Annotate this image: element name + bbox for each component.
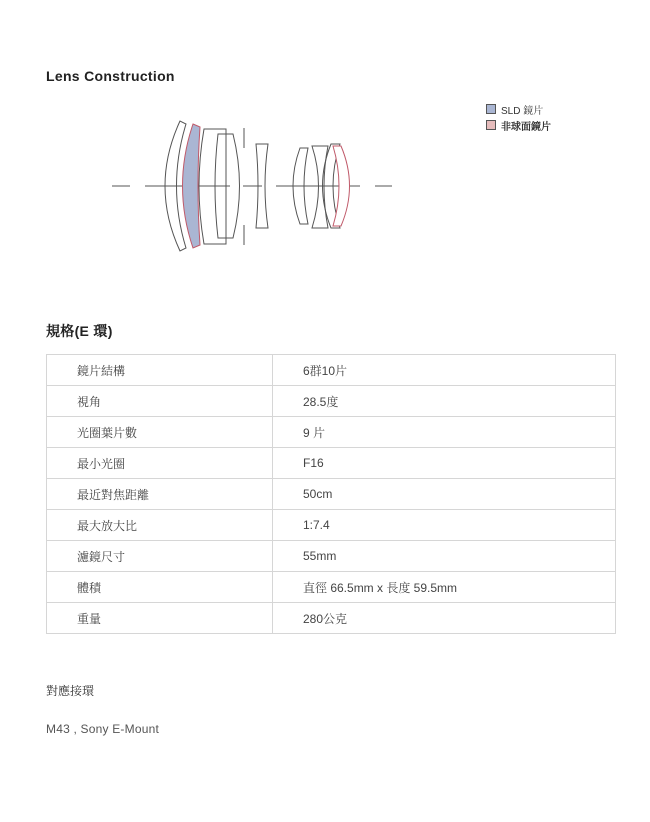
spec-value: 6群10片 [273,355,616,386]
spec-value: 55mm [273,541,616,572]
spec-value: 1:7.4 [273,510,616,541]
spec-key: 鏡片結構 [47,355,273,386]
spec-value: 28.5度 [273,386,616,417]
lens-element-2-sld [183,124,201,248]
spec-key: 光圈葉片數 [47,417,273,448]
lens-legend [486,101,551,133]
table-row [47,541,616,572]
table-row [47,355,616,386]
mount-label: 對應接環 [46,684,95,698]
spec-key: 濾鏡尺寸 [47,541,273,572]
spec-key: 體積 [47,572,273,603]
spec-table [46,354,616,634]
lens-construction-title: Lens Construction [46,68,175,84]
legend-label-sld: SLD 鏡片 [501,105,544,117]
table-row [47,510,616,541]
spec-value: F16 [273,448,616,479]
table-row [47,417,616,448]
spec-value: 280公克 [273,603,616,634]
mount-value: M43 , Sony E-Mount [46,722,159,736]
legend-item-aspherical [486,117,551,133]
spec-key: 最小光圈 [47,448,273,479]
legend-label-aspherical: 非球面鏡片 [501,121,551,133]
spec-key: 視角 [47,386,273,417]
table-row [47,479,616,510]
aspherical-swatch-icon [486,120,496,130]
table-row [47,603,616,634]
spec-key: 最近對焦距離 [47,479,273,510]
spec-key: 最大放大比 [47,510,273,541]
table-row [47,386,616,417]
table-row [47,572,616,603]
lens-construction-diagram [0,0,650,300]
lens-element-7 [312,146,328,228]
legend-item-sld [486,101,551,117]
spec-value: 直徑 66.5mm x 長度 59.5mm [273,572,616,603]
spec-value: 9 片 [273,417,616,448]
table-row [47,448,616,479]
spec-key: 重量 [47,603,273,634]
spec-value: 50cm [273,479,616,510]
spec-title: 規格(E 環) [46,323,113,339]
sld-swatch-icon [486,104,496,114]
